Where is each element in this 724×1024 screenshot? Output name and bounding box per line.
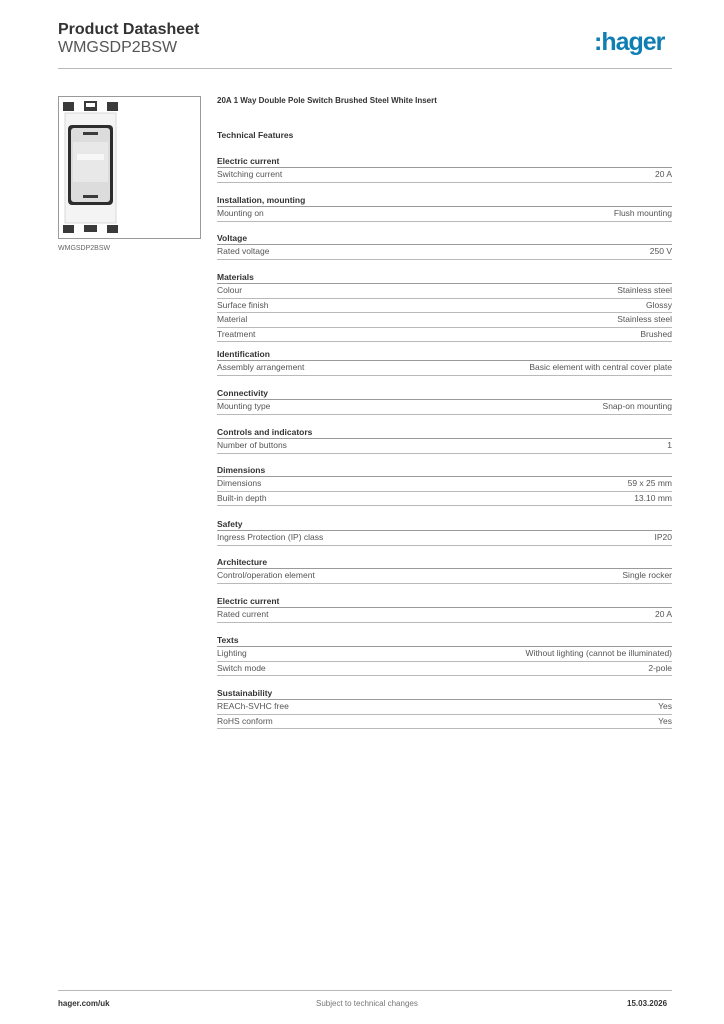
spec-value: Yes xyxy=(658,701,672,711)
spec-value: 59 x 25 mm xyxy=(627,478,672,488)
spec-label: Switching current xyxy=(217,169,283,179)
header-title: Product Datasheet xyxy=(58,21,200,38)
spec-value: Basic element with central cover plate xyxy=(529,362,672,372)
spec-label: Assembly arrangement xyxy=(217,362,305,372)
spec-section xyxy=(217,426,672,454)
section-title: Controls and indicators xyxy=(217,426,672,439)
spec-value: Glossy xyxy=(646,299,672,310)
section-title: Safety xyxy=(217,518,672,531)
spec-label: Mounting type xyxy=(217,401,271,411)
spec-label: Mounting on xyxy=(217,208,264,218)
spec-section xyxy=(217,464,672,506)
spec-section xyxy=(217,271,672,342)
spec-value: 13.10 mm xyxy=(634,492,672,503)
spec-row xyxy=(217,662,672,677)
spec-label: Ingress Protection (IP) class xyxy=(217,532,324,542)
spec-label: Control/operation element xyxy=(217,570,315,580)
spec-row xyxy=(217,531,672,546)
spec-row xyxy=(217,168,672,183)
spec-label: Rated voltage xyxy=(217,246,270,256)
spec-label: Built-in depth xyxy=(217,492,267,503)
spec-label: REACh-SVHC free xyxy=(217,701,289,711)
spec-row xyxy=(217,400,672,415)
spec-section xyxy=(217,556,672,584)
spec-value: Stainless steel xyxy=(617,285,672,295)
spec-value: Yes xyxy=(658,715,672,726)
spec-row xyxy=(217,361,672,376)
spec-section xyxy=(217,687,672,729)
spec-value: Brushed xyxy=(640,328,672,339)
spec-section xyxy=(217,348,672,376)
spec-value: 1 xyxy=(667,440,672,450)
spec-row xyxy=(217,245,672,260)
spec-value: Flush mounting xyxy=(613,208,672,218)
spec-section xyxy=(217,232,672,260)
section-title: Sustainability xyxy=(217,687,672,700)
section-title: Electric current xyxy=(217,595,672,608)
spec-section xyxy=(217,634,672,676)
header-divider xyxy=(58,68,672,69)
spec-value: 2-pole xyxy=(648,662,672,673)
section-title: Voltage xyxy=(217,232,672,245)
footer-notice: Subject to technical changes xyxy=(316,999,418,1008)
product-name: 20A 1 Way Double Pole Switch Brushed Steel White Insert xyxy=(217,96,437,105)
spec-label: Material xyxy=(217,314,248,324)
spec-row xyxy=(217,715,672,730)
section-title: Dimensions xyxy=(217,464,672,477)
footer-website: hager.com/uk xyxy=(58,999,110,1008)
spec-row xyxy=(217,299,672,314)
spec-row xyxy=(217,477,672,492)
footer-divider xyxy=(58,990,672,991)
image-caption: WMGSDP2BSW xyxy=(58,245,111,252)
spec-section xyxy=(217,194,672,222)
spec-row xyxy=(217,608,672,623)
section-title: Texts xyxy=(217,634,672,647)
section-title: Installation, mounting xyxy=(217,194,672,207)
spec-section xyxy=(217,518,672,546)
spec-row xyxy=(217,207,672,222)
section-title: Architecture xyxy=(217,556,672,569)
spec-row xyxy=(217,700,672,715)
footer-date: 15.03.2026 xyxy=(627,999,668,1008)
spec-row xyxy=(217,647,672,662)
switch-module-image xyxy=(59,97,200,238)
spec-value: Single rocker xyxy=(622,570,672,580)
spec-section xyxy=(217,595,672,623)
spec-value: 250 V xyxy=(649,246,672,256)
product-image xyxy=(58,96,201,239)
spec-row xyxy=(217,439,672,454)
spec-row xyxy=(217,328,672,343)
spec-section xyxy=(217,155,672,183)
section-title: Connectivity xyxy=(217,387,672,400)
spec-row xyxy=(217,569,672,584)
spec-value: 20 A xyxy=(654,169,672,179)
spec-value: IP20 xyxy=(654,532,672,542)
spec-label: Surface finish xyxy=(217,299,269,310)
spec-label: Treatment xyxy=(217,328,256,339)
spec-row xyxy=(217,313,672,328)
spec-label: Switch mode xyxy=(217,662,266,673)
spec-value: Stainless steel xyxy=(617,314,672,324)
spec-row xyxy=(217,492,672,507)
spec-value: Snap-on mounting xyxy=(602,401,672,411)
section-title: Identification xyxy=(217,348,672,361)
spec-label: Rated current xyxy=(217,609,269,619)
spec-value: 20 A xyxy=(654,609,672,619)
spec-label: Lighting xyxy=(217,648,247,658)
section-title: Electric current xyxy=(217,155,672,168)
technical-features-heading: Technical Features xyxy=(217,130,294,140)
spec-value: Without lighting (cannot be illuminated) xyxy=(525,648,672,658)
section-title: Materials xyxy=(217,271,672,284)
spec-label: RoHS conform xyxy=(217,715,273,726)
spec-section xyxy=(217,387,672,415)
header-product-code: WMGSDP2BSW xyxy=(58,39,178,56)
spec-label: Number of buttons xyxy=(217,440,287,450)
hager-logo: :hager xyxy=(594,28,665,56)
spec-row xyxy=(217,284,672,299)
spec-label: Dimensions xyxy=(217,478,262,488)
spec-label: Colour xyxy=(217,285,243,295)
